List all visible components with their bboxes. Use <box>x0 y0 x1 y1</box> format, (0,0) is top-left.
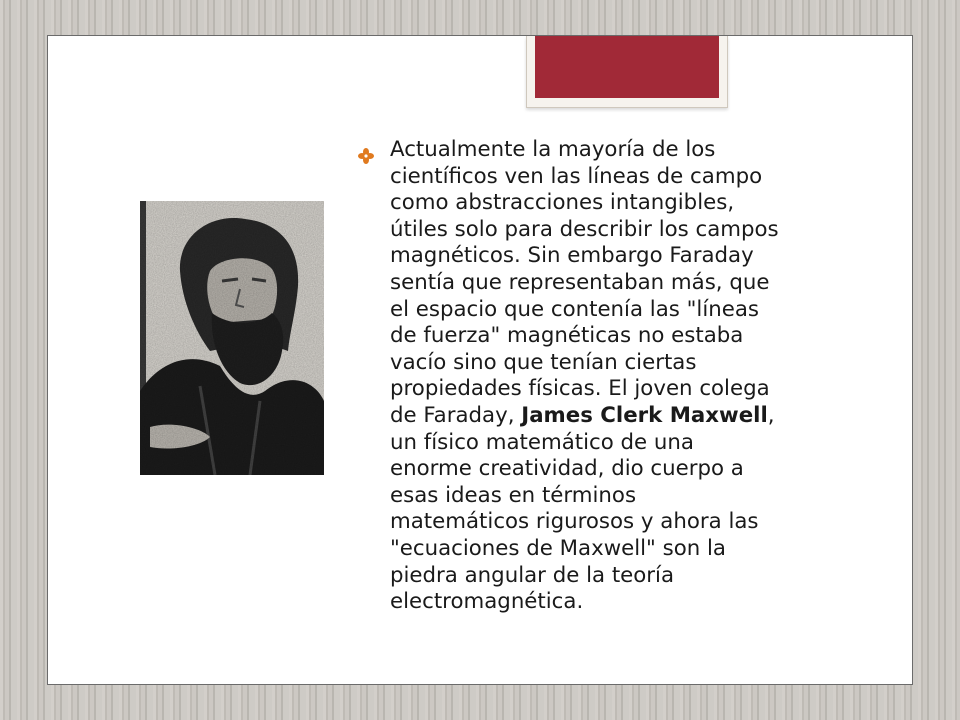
title-tab-frame <box>526 36 728 108</box>
paragraph-text-after: , un físico matemático de una enorme creatividad, dio cuerpo a esas ideas en términos matemáticos rigurosos y ahora las "ecuaciones de Maxwell" son la piedra angular de la teoría electromagnética. <box>390 402 775 615</box>
body-paragraph <box>390 137 840 616</box>
portrait-image <box>140 201 324 475</box>
title-tab <box>535 36 719 98</box>
four-petal-flower-icon <box>358 148 374 164</box>
maxwell-name: James Clerk Maxwell <box>521 402 768 428</box>
paragraph-text-before: Actualmente la mayoría de los científicos ven las líneas de campo como abstracciones intangibles, útiles solo para describir los campos magnéticos. Sin embargo Faraday sentía que representaban más, que el espacio que contenía las "líneas de fuerza" magnéticas no estaba vacío sino que tenían ciertas propiedades físicas. El joven colega de Faraday, <box>390 137 779 428</box>
